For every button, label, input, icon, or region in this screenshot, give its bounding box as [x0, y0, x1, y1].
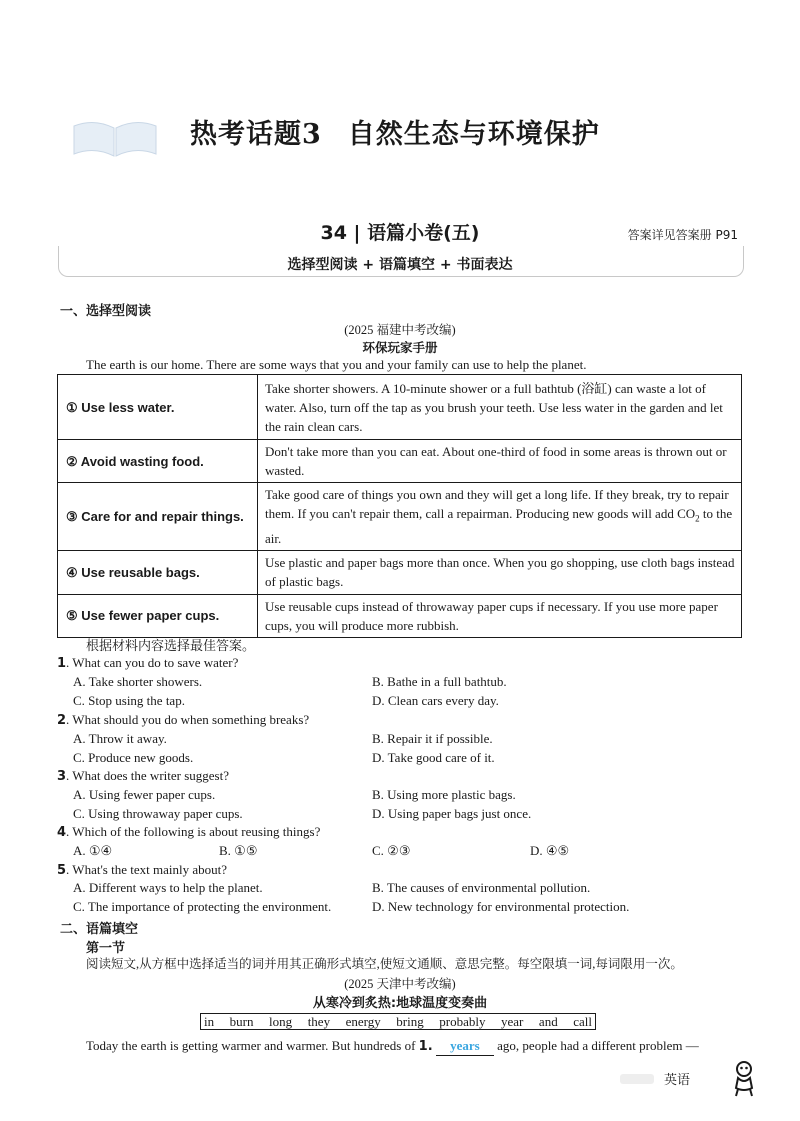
- tip-label: ① Use less water.: [58, 375, 258, 440]
- option[interactable]: B. Bathe in a full bathtub.: [372, 674, 507, 689]
- word-option: and: [538, 1013, 558, 1029]
- part1-title: 环保玩家手册: [362, 340, 438, 355]
- part1-heading: 一、选择型阅读: [60, 304, 152, 319]
- banner-text: 选择型阅读 + 语篇填空 + 书面表达: [287, 257, 513, 273]
- question-text: . What's the text mainly about?: [66, 862, 227, 877]
- topic-heading: [190, 112, 600, 151]
- topic-label: 热考话题3: [190, 119, 322, 150]
- tip-detail: Don't take more than you can eat. About one-third of food in some areas is thrown out or wasted.: [258, 440, 742, 483]
- blank-answer[interactable]: years: [436, 1036, 494, 1056]
- tip-label: ③ Care for and repair things.: [58, 483, 258, 551]
- option[interactable]: A. ①④: [73, 843, 113, 858]
- option[interactable]: A. Take shorter showers.: [73, 674, 203, 689]
- word-option: year: [501, 1013, 524, 1029]
- answer-reference: 答案详见答案册 P91: [627, 228, 738, 242]
- option[interactable]: D. Take good care of it.: [372, 750, 495, 765]
- tip-detail-text-end: to the air.: [265, 506, 733, 546]
- blank-number: 1.: [418, 1039, 433, 1054]
- table-row: [58, 594, 742, 637]
- passage-text: Today the earth is getting warmer and warmer. But hundreds of: [86, 1038, 419, 1053]
- question-number: 1: [57, 656, 67, 671]
- option[interactable]: D. Clean cars every day.: [372, 693, 499, 708]
- word-option: in: [204, 1013, 215, 1029]
- part2-title: 从寒冷到炙热:地球温度变奏曲: [312, 996, 488, 1011]
- tip-detail: [258, 483, 742, 551]
- question-1: [57, 655, 238, 671]
- option[interactable]: D. Using paper bags just once.: [372, 806, 532, 821]
- tip-label: ② Avoid wasting food.: [58, 440, 258, 483]
- book-icon: [70, 118, 160, 160]
- section-title: 34 | 语篇小卷(五): [320, 222, 480, 244]
- footer-decoration: [620, 1074, 654, 1084]
- word-option: burn: [229, 1013, 254, 1029]
- tip-detail-subscript: 2: [695, 513, 700, 524]
- question-text: . What can you do to save water?: [66, 655, 239, 670]
- question-4: [57, 824, 320, 840]
- part1-source: (2025 福建中考改编): [344, 323, 456, 337]
- option[interactable]: C. Stop using the tap.: [73, 693, 185, 708]
- tips-table: [57, 374, 742, 638]
- passage-text-end: ago, people had a different problem —: [493, 1038, 699, 1053]
- part2-heading: 二、语篇填空: [60, 922, 139, 937]
- table-row: [58, 550, 742, 594]
- table-row: [58, 483, 742, 551]
- question-5: [57, 862, 227, 878]
- question-text: . What should you do when something breaks?: [66, 712, 310, 727]
- part2-source: (2025 天津中考改编): [344, 977, 456, 991]
- option[interactable]: C. ②③: [372, 843, 411, 858]
- word-option: probably: [439, 1013, 486, 1029]
- word-option: call: [573, 1013, 592, 1029]
- mascot-icon: [730, 1058, 758, 1098]
- option[interactable]: C. Using throwaway paper cups.: [73, 806, 243, 821]
- table-row: [58, 375, 742, 440]
- question-number: 4: [57, 825, 67, 840]
- option[interactable]: B. ①⑤: [219, 843, 258, 858]
- passage-line: [86, 1036, 699, 1056]
- word-option: bring: [396, 1013, 424, 1029]
- tip-detail: Take shorter showers. A 10-minute shower or a full bathtub (浴缸) can waste a lot of water. Also, turn off the tap as you brush your teeth. Use less water in the garden and let the rain clean cars.: [258, 375, 742, 440]
- part1-intro: The earth is our home. There are some ways that you and your family can use to help the planet.: [86, 357, 587, 372]
- option[interactable]: B. Using more plastic bags.: [372, 787, 516, 802]
- question-number: 3: [57, 769, 67, 784]
- word-box: [200, 1013, 596, 1030]
- option[interactable]: B. The causes of environmental pollution.: [372, 880, 591, 895]
- tip-detail-text: Take good care of things you own and they will get a long life. If they break, try to repair them. If you can't repair them, call a repairman. Producing new goods will add CO: [265, 487, 729, 521]
- option[interactable]: D. ④⑤: [530, 843, 570, 858]
- question-number: 5: [57, 863, 67, 878]
- part2-subheading: 第一节: [86, 941, 126, 956]
- table-row: [58, 440, 742, 483]
- option[interactable]: B. Repair it if possible.: [372, 731, 493, 746]
- tip-label: ⑤ Use fewer paper cups.: [58, 594, 258, 637]
- topic-title: 自然生态与环境保护: [347, 119, 600, 150]
- question-text: . What does the writer suggest?: [66, 768, 229, 783]
- word-option: long: [269, 1013, 293, 1029]
- option[interactable]: C. Produce new goods.: [73, 750, 194, 765]
- question-2: [57, 712, 309, 728]
- question-number: 2: [57, 713, 67, 728]
- part1-instruction: 根据材料内容选择最佳答案。: [86, 638, 256, 653]
- part2-instruction: 阅读短文,从方框中选择适当的词并用其正确形式填空,使短文通顺、意思完整。每空限填一词,每词限用一次。: [86, 957, 683, 971]
- question-text: . Which of the following is about reusing things?: [66, 824, 321, 839]
- tip-detail: Use reusable cups instead of throwaway paper cups if necessary. If you use more paper cups, you will produce more rubbish.: [258, 594, 742, 637]
- tip-label: ④ Use reusable bags.: [58, 550, 258, 594]
- option[interactable]: D. New technology for environmental protection.: [372, 899, 630, 914]
- word-option: energy: [345, 1013, 381, 1029]
- option[interactable]: A. Using fewer paper cups.: [73, 787, 216, 802]
- word-option: they: [307, 1013, 331, 1029]
- tip-detail: Use plastic and paper bags more than once. When you go shopping, use cloth bags instead of plastic bags.: [258, 550, 742, 594]
- question-3: [57, 768, 229, 784]
- option[interactable]: A. Throw it away.: [73, 731, 167, 746]
- option[interactable]: C. The importance of protecting the environment.: [73, 899, 332, 914]
- option[interactable]: A. Different ways to help the planet.: [73, 880, 263, 895]
- footer-subject: 英语: [664, 1073, 691, 1088]
